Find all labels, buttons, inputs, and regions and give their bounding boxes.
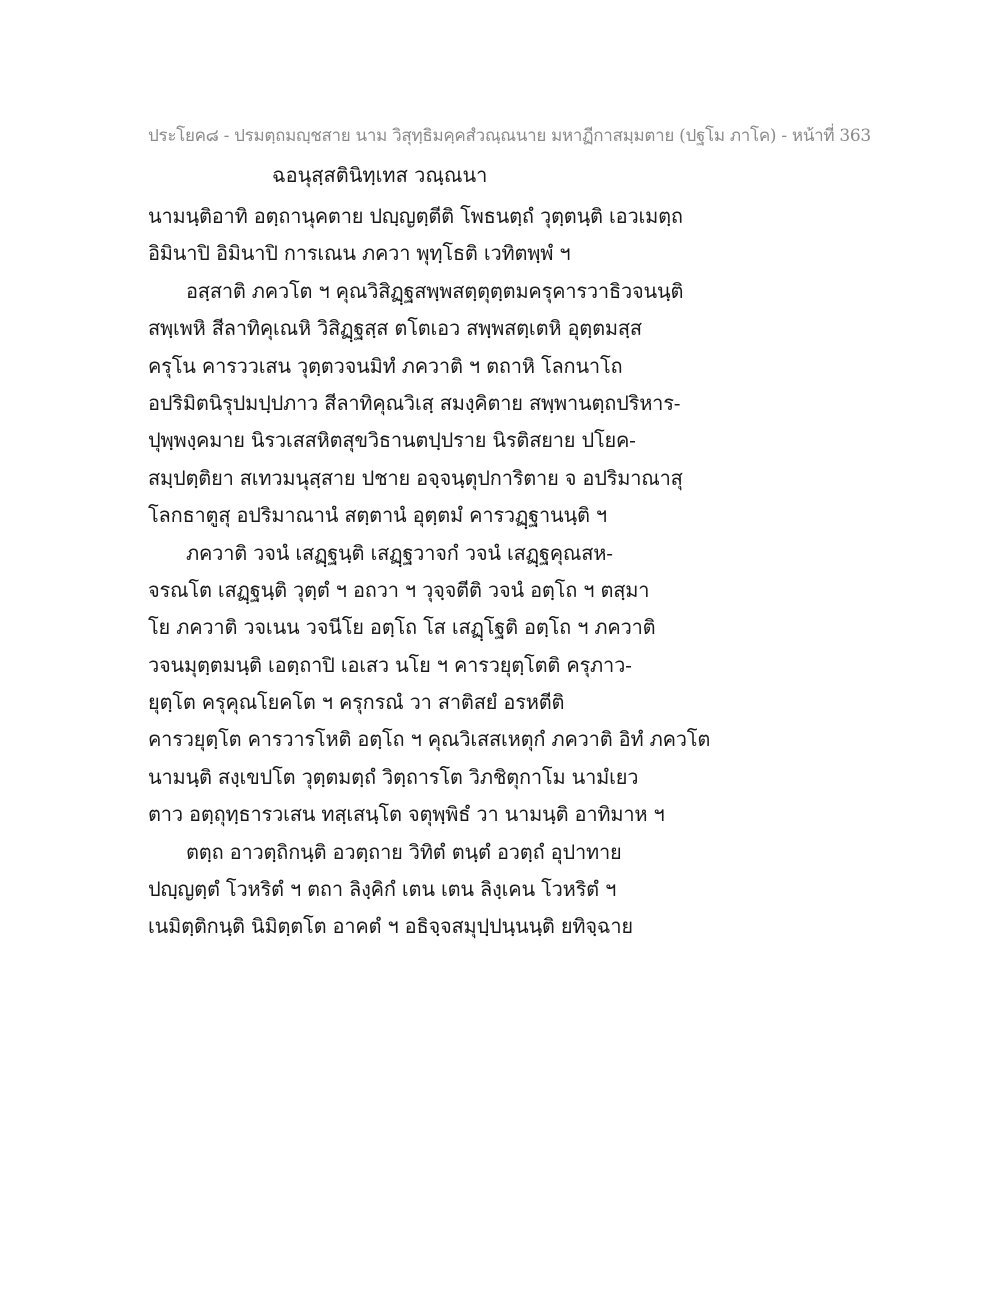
running-header: ประโยค๘ - ปรมตฺถมญฺชสาย นาม วิสุทฺธิมคฺคสํวณฺณนาย มหาฏีกาสมฺมตาย (ปฐโม ภาโค) - หน้าที่ 363 (148, 126, 871, 146)
text-line: คารวยุตฺโต คารวารโหติ อตฺโถ ฯ คุณวิเสสเหตุกํ ภควาติ อิทํ ภควโต (148, 727, 711, 752)
text-line: อิมินาปิ อิมินาปิ การเณน ภควา พุทฺโธติ เวทิตพฺพํ ฯ (148, 241, 571, 266)
text-line: วจนมุตฺตมนฺติ เอตฺถาปิ เอเสว นโย ฯ คารวยุตฺโตติ ครุภาว- (148, 652, 632, 677)
text-line: สพฺเพหิ สีลาทิคุเณหิ วิสิฏฺฐสฺส ตโตเอว สพฺพสตฺเตหิ อุตฺตมสฺส (148, 316, 642, 341)
text-line: ปุพฺพงฺคมาย นิรวเสสหิตสุขวิธานตปฺปราย นิรติสยาย ปโยค- (148, 428, 636, 453)
text-line: ปญฺญตฺตํ โวหริตํ ฯ ตถา ลิงฺคิกํ เตน เตน ลิงฺเคน โวหริตํ ฯ (148, 877, 617, 902)
text-line: นามนฺติ สงฺเขปโต วุตฺตมตฺถํ วิตฺถารโต วิภชิตุกาโม นามํเยว (148, 764, 639, 789)
text-line: โย ภควาติ วจเนน วจนีโย อตฺโถ โส เสฏฺโฐติ อตฺโถ ฯ ภควาติ (148, 615, 656, 640)
paragraph-start-line: ตตฺถ อาวตฺถิกนฺติ อวตฺถาย วิทิตํ ตนฺตํ อวตฺถํ อุปาทาย (186, 839, 622, 864)
body-text (148, 198, 711, 946)
text-line: สมฺปตฺติยา สเทวมนุสฺสาย ปชาย อจฺจนฺตุปการิตาย จ อปริมาณาสุ (148, 465, 683, 490)
text-line: ตาว อตฺถุทฺธารวเสน ทสฺเสนฺโต จตุพฺพิธํ วา นามนฺติ อาทิมาห ฯ (148, 802, 665, 827)
section-title: ฉอนุสฺสตินิทฺเทส วณฺณนา (272, 163, 488, 187)
text-line: เนมิตฺติกนฺติ นิมิตฺตโต อาคตํ ฯ อธิจฺจสมุปฺปนฺนนฺติ ยทิจฺฉาย (148, 914, 633, 939)
text-line: ยุตฺโต ครุคุณโยคโต ฯ ครุกรณํ วา สาติสยํ อรหตีติ (148, 690, 565, 715)
paragraph-start-line: อสฺสาติ ภควโต ฯ คุณวิสิฏฺฐสพฺพสตฺตุตฺตมครุคารวาธิวจนนฺติ (186, 278, 684, 303)
text-line: ครุโน คารววเสน วุตฺตวจนมิทํ ภควาติ ฯ ตถาหิ โลกนาโถ (148, 353, 623, 378)
paragraph-start-line: ภควาติ วจนํ เสฏฺฐนฺติ เสฏฺฐวาจกํ วจนํ เสฏฺฐคุณสห- (186, 540, 613, 565)
text-line: โลกธาตูสุ อปริมาณานํ สตฺตานํ อุตฺตมํ คารวฏฺฐานนฺติ ฯ (148, 503, 607, 528)
text-line: นามนฺติอาทิ อตฺถานุคตาย ปญฺญตฺตีติ โพธนตฺถํ วุตฺตนฺติ เอวเมตฺถ (148, 204, 683, 228)
text-line: จรณโต เสฏฺฐนฺติ วุตฺตํ ฯ อถวา ฯ วุจฺจตีติ วจนํ อตฺโถ ฯ ตสฺมา (148, 577, 650, 602)
text-line: อปริมิตนิรุปมปฺปภาว สีลาทิคุณวิเสฺ สมงฺคิตาย สพฺพานตฺถปริหาร- (148, 390, 681, 415)
